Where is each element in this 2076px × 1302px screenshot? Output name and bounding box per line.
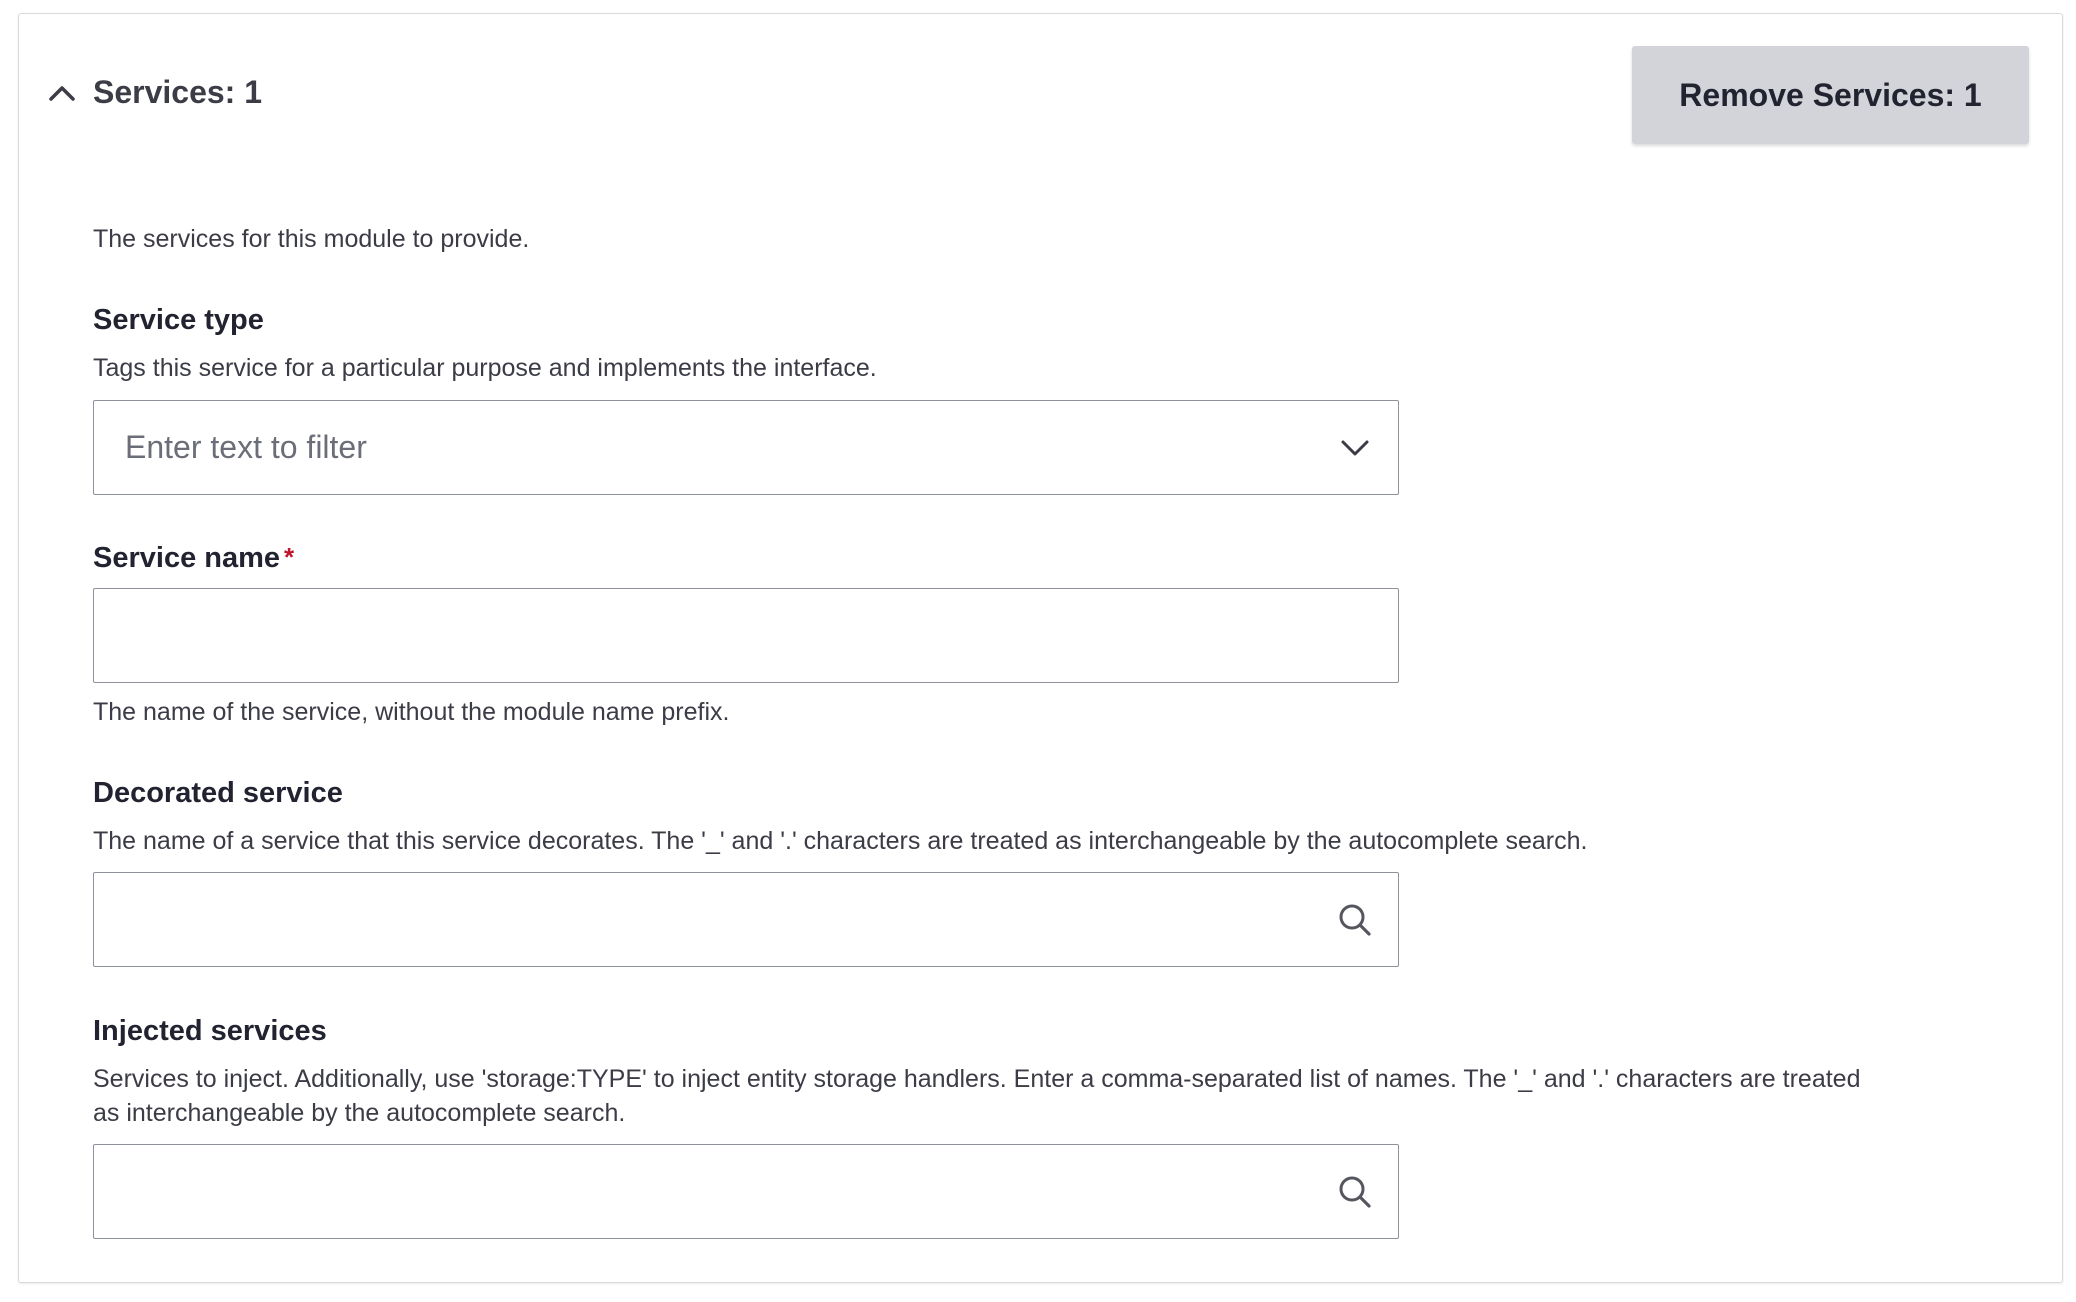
service-name-field[interactable] <box>93 588 1399 683</box>
service-type-label: Service type <box>93 304 264 336</box>
remove-services-button[interactable]: Remove Services: 1 <box>1632 46 2029 144</box>
decorated-service-description: The name of a service that this service decorates. The '_' and '.' characters are treated as interchangeable by the autocomplete search. <box>93 827 1588 855</box>
service-name-label-text: Service name <box>93 542 281 574</box>
required-marker: * <box>284 542 295 572</box>
services-summary-title: Services: 1 <box>93 74 263 110</box>
service-name-label <box>93 542 294 575</box>
service-name-description: The name of the service, without the module name prefix. <box>93 698 730 726</box>
decorated-service-label: Decorated service <box>93 777 343 809</box>
service-type-filter-input[interactable] <box>94 401 1398 494</box>
chevron-up-icon <box>45 76 79 110</box>
decorated-service-field[interactable] <box>93 872 1399 967</box>
service-type-select[interactable] <box>93 400 1399 495</box>
services-intro-text: The services for this module to provide. <box>93 225 530 253</box>
search-icon <box>1336 901 1374 939</box>
chevron-down-icon[interactable] <box>1336 429 1374 467</box>
services-summary-toggle[interactable] <box>45 74 262 111</box>
service-type-description: Tags this service for a particular purpose and implements the interface. <box>93 354 877 382</box>
services-details-panel <box>18 13 2063 1283</box>
decorated-service-input[interactable] <box>94 873 1398 966</box>
injected-services-input[interactable] <box>94 1145 1398 1238</box>
injected-services-field[interactable] <box>93 1144 1399 1239</box>
injected-services-description-line2: as interchangeable by the autocomplete search. <box>93 1099 626 1127</box>
search-icon <box>1336 1173 1374 1211</box>
service-name-input[interactable] <box>94 589 1398 682</box>
injected-services-label: Injected services <box>93 1015 327 1047</box>
injected-services-description-line1: Services to inject. Additionally, use 'storage:TYPE' to inject entity storage handlers. Enter a comma-separated list of names. The '_' and '.' characters are treated <box>93 1065 1861 1093</box>
